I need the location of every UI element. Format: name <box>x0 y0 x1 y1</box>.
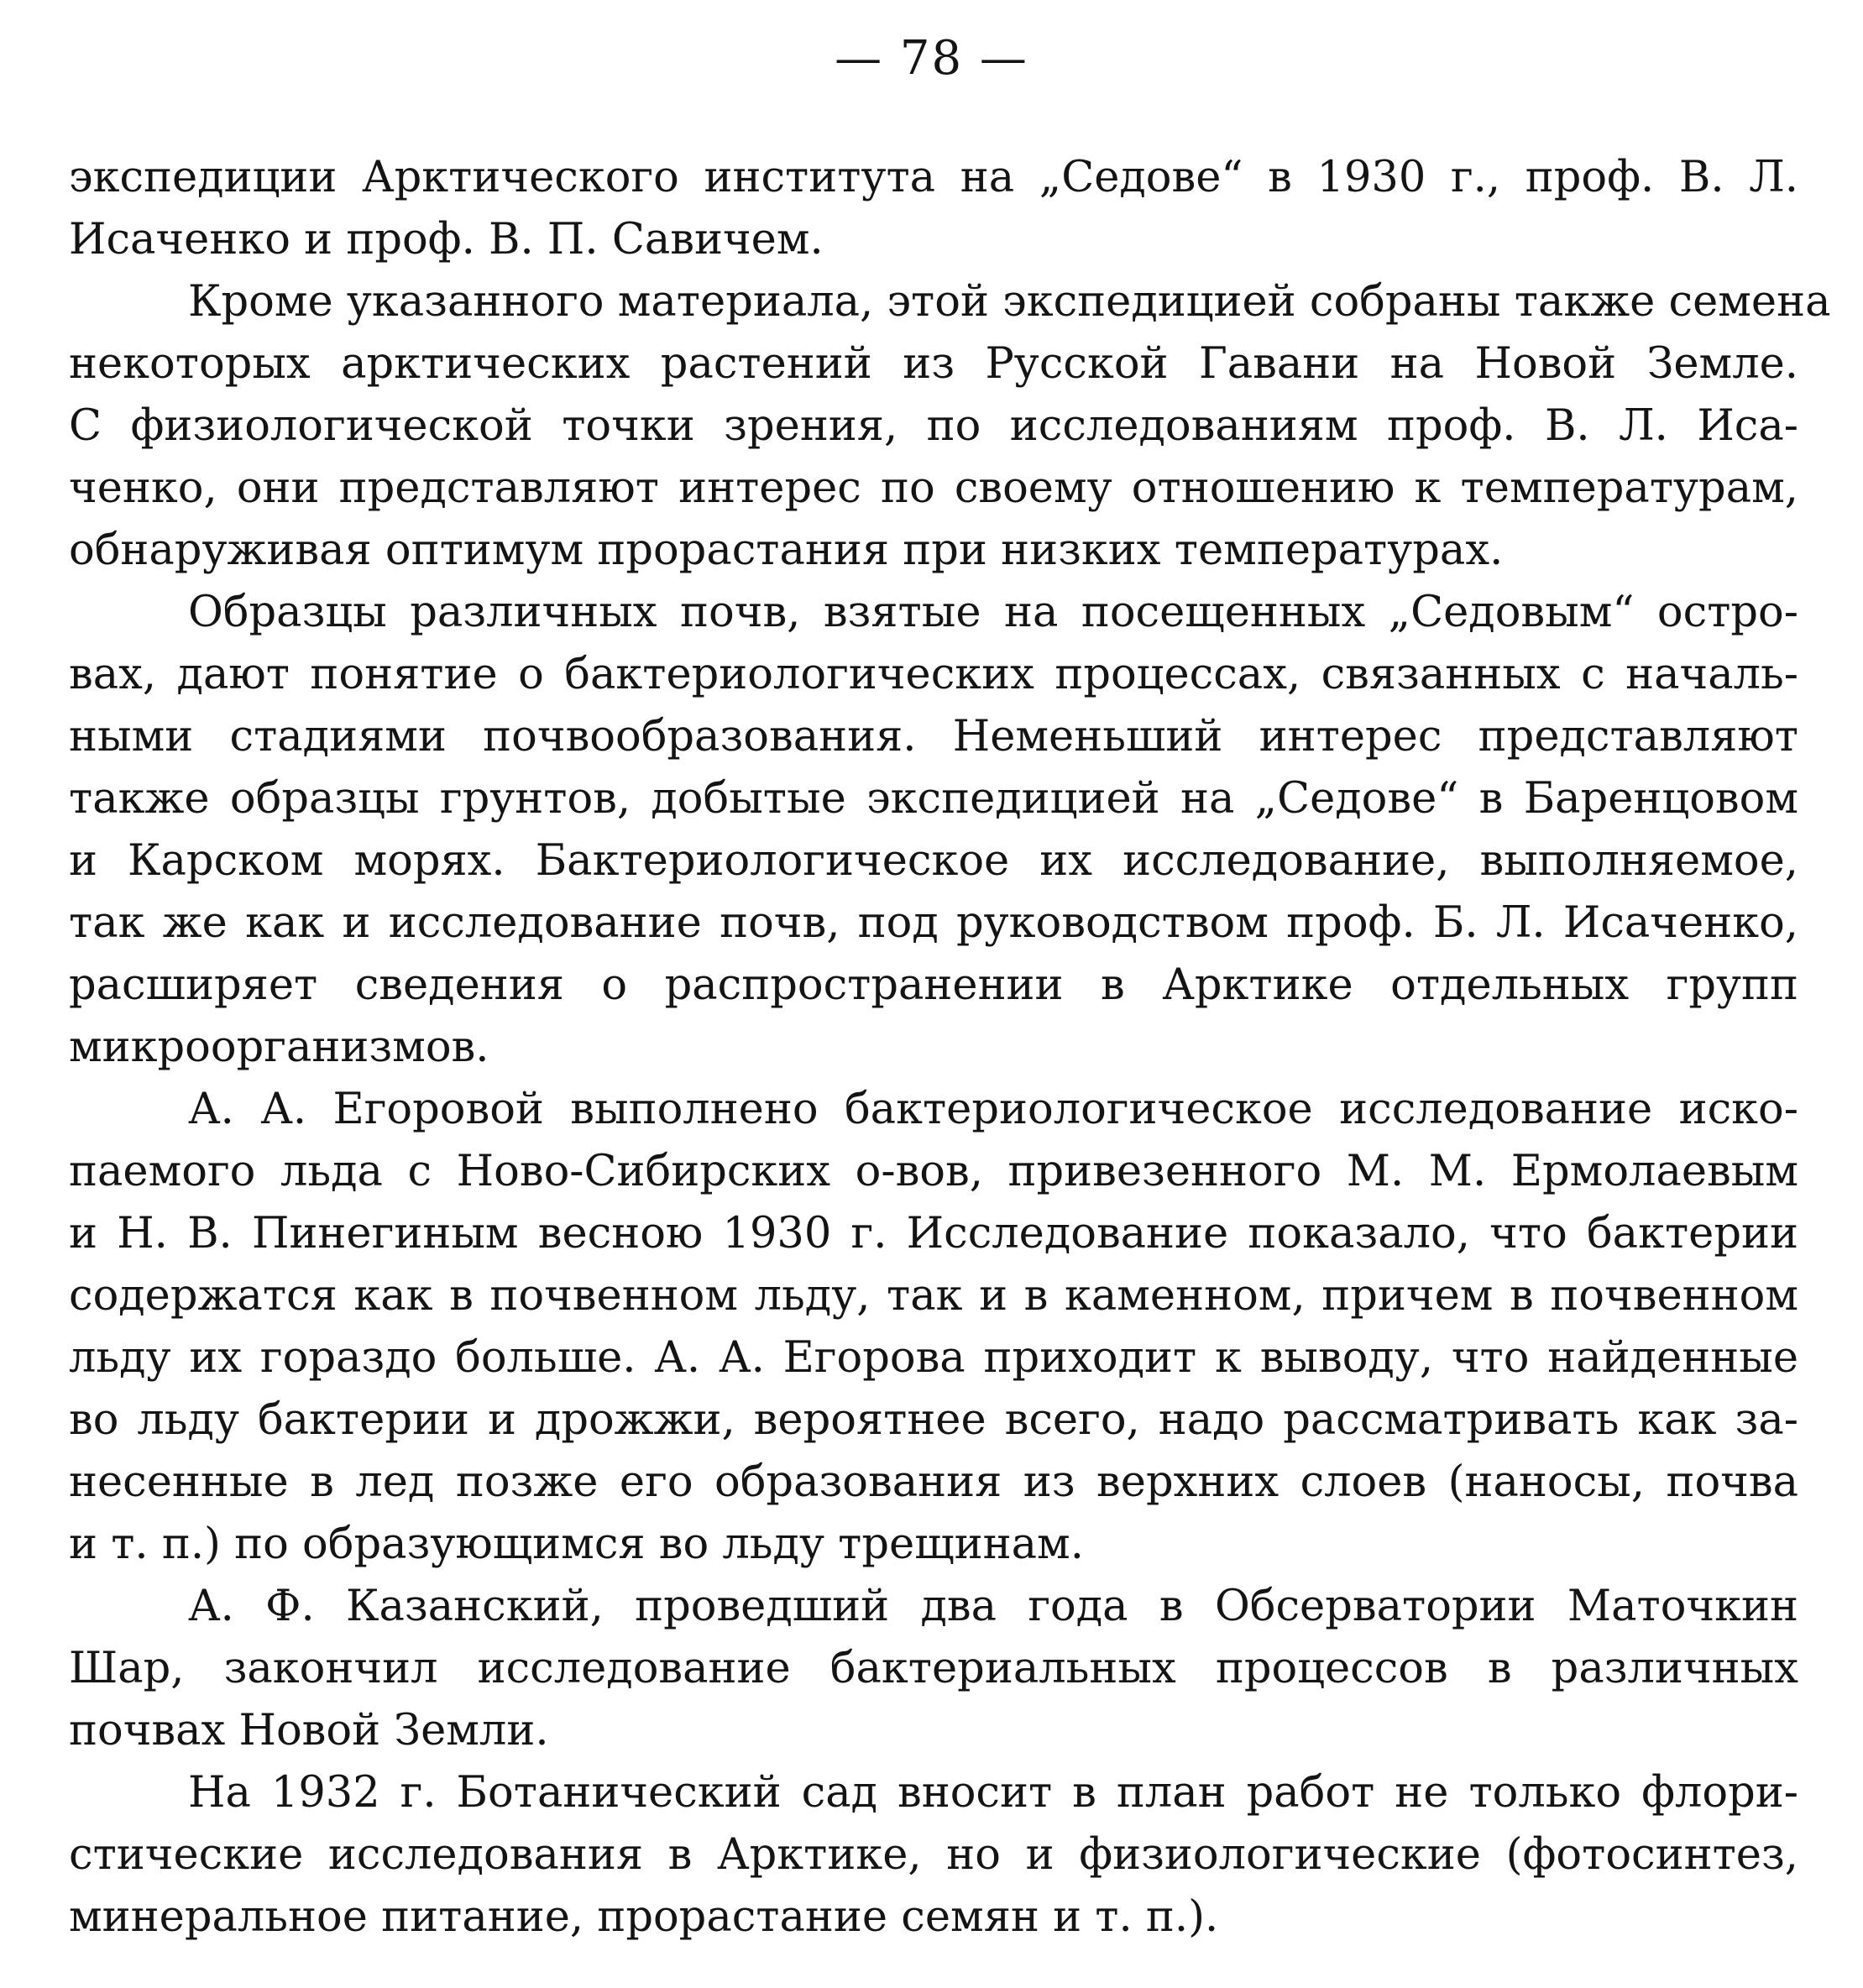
text-line: паемого льда с Ново-Сибирских о-вов, привезенного М. М. Ермолаевым <box>69 1147 1798 1196</box>
text-line: содержатся как в почвенном льду, так и в каменном, причем в почвенном <box>69 1271 1798 1321</box>
text-line: Кроме указанного материала, этой экспедицией собраны также семена <box>188 277 1831 327</box>
text-line: во льду бактерии и дрожжи, вероятнее всего, надо рассматривать как за- <box>69 1395 1798 1445</box>
text-line: А. А. Егоровой выполнено бактериологическое исследование иско- <box>188 1085 1798 1134</box>
text-line: С физиологической точки зрения, по исследованиям проф. В. Л. Иса- <box>69 401 1798 451</box>
text-line: так же как и исследование почв, под руководством проф. Б. Л. Исаченко, <box>69 898 1798 948</box>
text-line: льду их гораздо больше. А. А. Егорова приходит к выводу, что найденные <box>69 1333 1798 1383</box>
text-line: некоторых арктических растений из Русской Гавани на Новой Земле. <box>69 339 1798 389</box>
text-line: стические исследования в Арктике, но и физиологические (фотосинтез, <box>69 1830 1798 1880</box>
text-line: и Карском морях. Бактериологическое их исследование, выполняемое, <box>69 836 1798 886</box>
text-line: почвах Новой Земли. <box>69 1706 549 1755</box>
text-line: обнаруживая оптимум прорастания при низких температурах. <box>69 526 1504 575</box>
text-line: также образцы грунтов, добытые экспедицией на „Седове“ в Баренцовом <box>69 774 1798 824</box>
text-line: вах, дают понятие о бактериологических процессах, связанных с началь- <box>69 650 1798 699</box>
text-line: Образцы различных почв, взятые на посещенных „Седовым“ остро- <box>188 588 1798 637</box>
text-line: экспедиции Арктического института на „Седове“ в 1930 г., проф. В. Л. <box>69 153 1798 202</box>
page-number: — 78 — <box>835 31 1028 86</box>
text-line: ченко, они представляют интерес по своему отношению к температурам, <box>69 463 1798 513</box>
text-line: и Н. В. Пинегиным весною 1930 г. Исследование показало, что бактерии <box>69 1209 1798 1258</box>
text-line: расширяет сведения о распространении в Арктике отдельных групп <box>69 960 1798 1010</box>
text-line: микроорганизмов. <box>69 1023 489 1072</box>
text-line: ными стадиями почвообразования. Неменьший интерес представляют <box>69 712 1798 761</box>
body-text <box>69 147 1831 1949</box>
text-line: Исаченко и проф. В. П. Савичем. <box>69 215 824 264</box>
text-line: несенные в лед позже его образования из верхних слоев (наносы, почва <box>69 1457 1798 1507</box>
text-line: минеральное питание, прорастание семян и т. п.). <box>69 1892 1219 1942</box>
text-line: На 1932 г. Ботанический сад вносит в план работ не только флори- <box>188 1768 1798 1818</box>
text-line: Шар, закончил исследование бактериальных процессов в различных <box>69 1644 1798 1693</box>
text-line: А. Ф. Казанский, проведший два года в Обсерватории Маточкин <box>188 1582 1798 1631</box>
text-line: и т. п.) по образующимся во льду трещинам. <box>69 1520 1084 1569</box>
